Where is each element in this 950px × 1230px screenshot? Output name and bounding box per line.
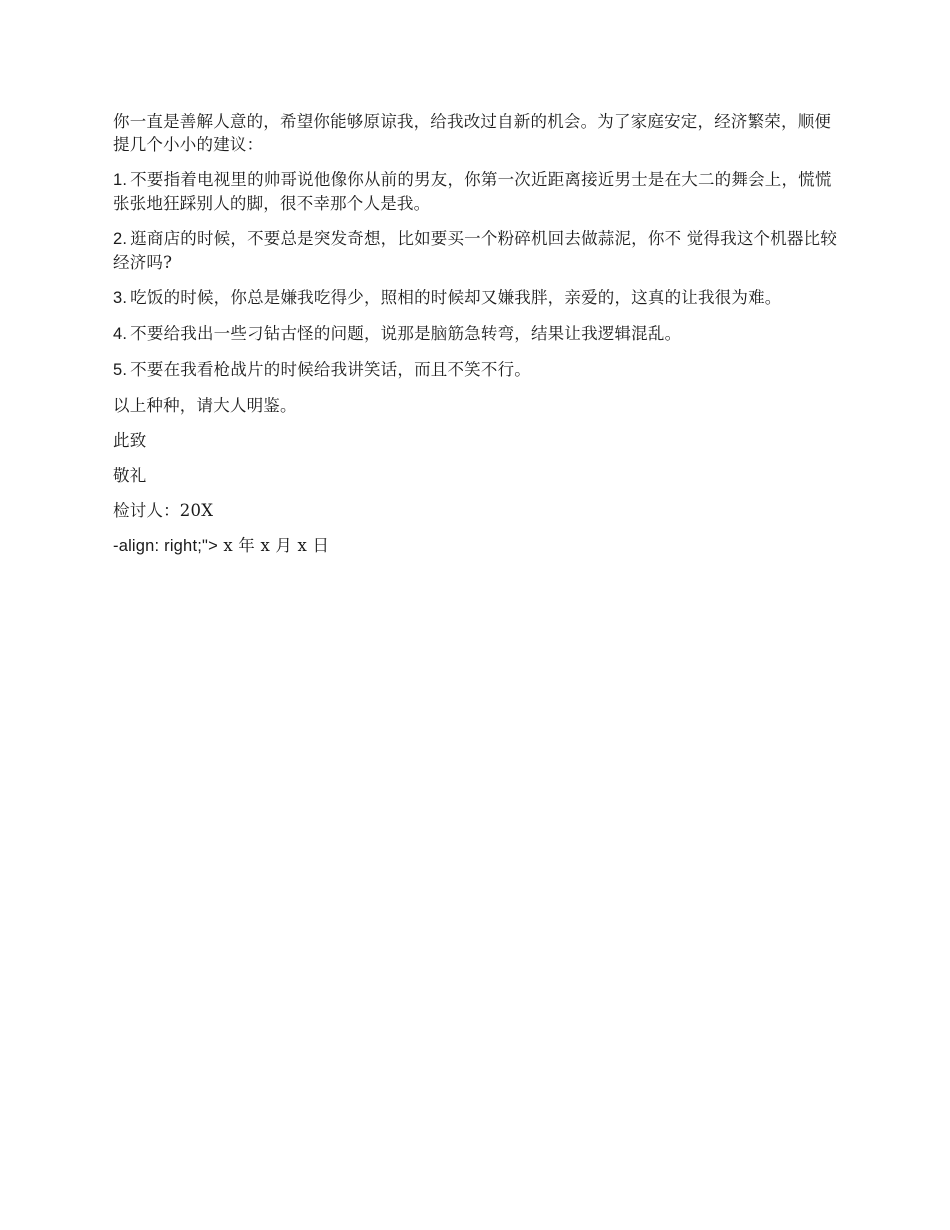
- suggestion-item-4: [113, 322, 843, 346]
- signer-line: 检讨人：20X: [113, 501, 214, 520]
- date-text: x 年 x 月 x 日: [217, 536, 330, 555]
- item-text: 逛商店的时候，不要总是突发奇想，比如要买一个粉碎机回去做蒜泥，你不 觉得我这个机器比较经济吗?: [113, 229, 838, 272]
- item-text: 不要指着电视里的帅哥说他像你从前的男友，你第一次近距离接近男士是在大二的舞会上，慌慌张张地狂踩别人的脚，很不幸那个人是我。: [113, 170, 832, 213]
- item-number: 1.: [113, 171, 128, 189]
- suggestion-item-3: [113, 286, 843, 310]
- item-number: 2.: [113, 230, 128, 248]
- item-text: 不要给我出一些刁钻古怪的问题，说那是脑筋急转弯，结果让我逻辑混乱。: [130, 324, 682, 343]
- item-number: 3.: [113, 289, 128, 307]
- item-number: 5.: [113, 361, 128, 379]
- item-text: 不要在我看枪战片的时候给我讲笑话，而且不笑不行。: [130, 360, 531, 379]
- document-body: [113, 110, 843, 570]
- date-line: [113, 534, 843, 558]
- item-text: 吃饭的时候，你总是嫌我吃得少，照相的时候却又嫌我胖，亲爱的，这真的让我很为难。: [130, 288, 782, 307]
- summary-paragraph: 以上种种，请大人明鉴。: [113, 396, 297, 415]
- suggestion-item-1: [113, 168, 843, 215]
- closing-line-1: 此致: [113, 431, 147, 450]
- item-number: 4.: [113, 325, 128, 343]
- closing-line-2: 敬礼: [113, 466, 147, 485]
- intro-paragraph: 你一直是善解人意的，希望你能够原谅我，给我改过自新的机会。为了家庭安定，经济繁荣，顺便提几个小小的建议：: [113, 112, 832, 154]
- suggestion-item-2: [113, 227, 843, 274]
- suggestion-item-5: [113, 358, 843, 382]
- date-prefix-artifact: -align: right;">: [113, 537, 218, 555]
